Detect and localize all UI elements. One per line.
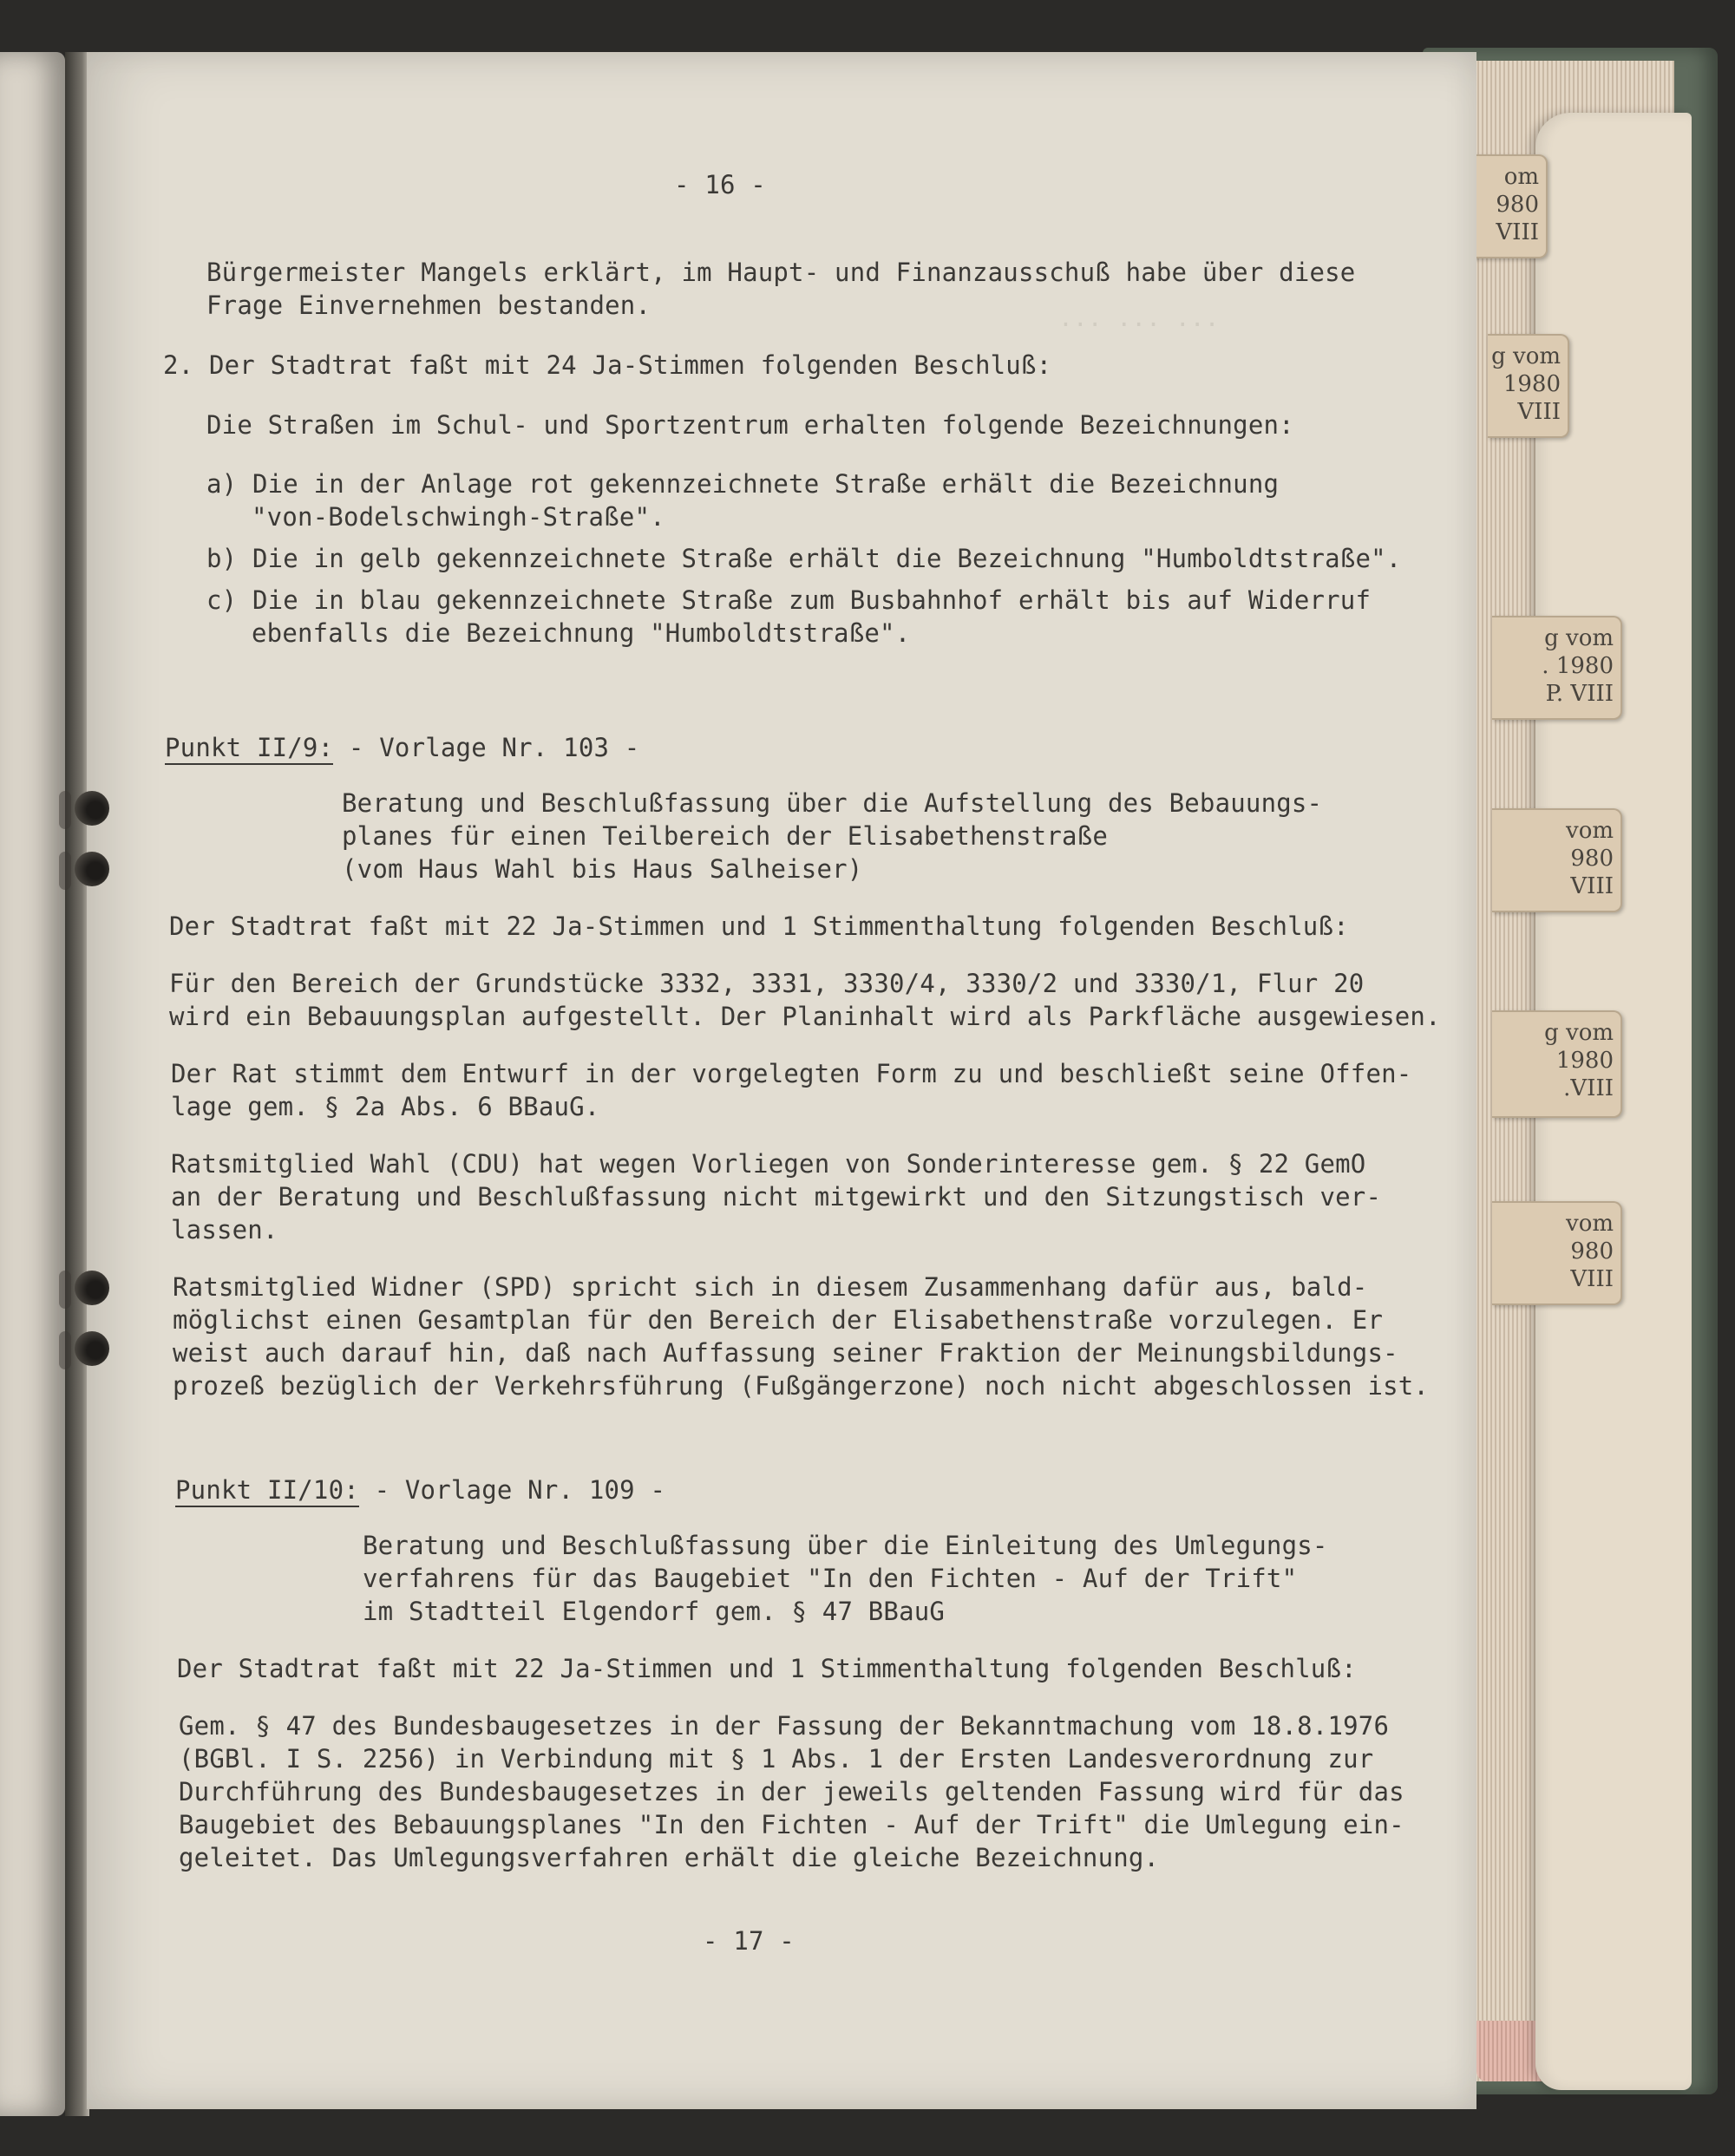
- text-line: Bürgermeister Mangels erklärt, im Haupt- und Finanzausschuß habe über diese: [206, 258, 1356, 287]
- tab-line: 980: [1570, 1238, 1614, 1264]
- index-tab[interactable]: [1492, 1010, 1622, 1118]
- index-tab[interactable]: [1492, 616, 1622, 720]
- text-line: lassen.: [171, 1215, 278, 1245]
- index-tab[interactable]: [1488, 334, 1569, 438]
- resolution-heading: 2. Der Stadtrat faßt mit 24 Ja-Stimmen folgenden Beschluß:: [163, 350, 1052, 380]
- decision-line: Der Stadtrat faßt mit 22 Ja-Stimmen und 1 Stimmenthaltung folgenden Beschluß:: [177, 1654, 1357, 1683]
- text-line: Durchführung des Bundesbaugesetzes in der jeweils geltenden Fassung wird für das: [179, 1777, 1404, 1806]
- list-item-continuation: "von-Bodelschwingh-Straße".: [252, 502, 665, 532]
- text-line: Die Straßen im Schul- und Sportzentrum erhalten folgende Bezeichnungen:: [206, 410, 1294, 440]
- agenda-item-header: [175, 1474, 665, 1506]
- index-tab[interactable]: [1466, 154, 1548, 258]
- agenda-item-header: [165, 732, 639, 763]
- tab-line: 980: [1570, 846, 1614, 872]
- list-item: b) Die in gelb gekennzeichnete Straße erhält die Bezeichnung "Humboldtstraße".: [206, 544, 1402, 573]
- tab-line: . 1980: [1542, 653, 1614, 679]
- punch-hole: [75, 791, 109, 826]
- tab-line: vom: [1566, 1211, 1614, 1237]
- text-line: weist auch darauf hin, daß nach Auffassung seiner Fraktion der Meinungsbildungs-: [173, 1338, 1398, 1368]
- list-item: c) Die in blau gekennzeichnete Straße zum Busbahnhof erhält bis auf Widerruf: [206, 585, 1372, 615]
- subject-line: Beratung und Beschlußfassung über die Aufstellung des Bebauungs-: [342, 788, 1323, 818]
- text-line: Gem. § 47 des Bundesbaugesetzes in der Fassung der Bekanntmachung vom 18.8.1976: [179, 1711, 1390, 1741]
- subject-line: Beratung und Beschlußfassung über die Einleitung des Umlegungs-: [363, 1531, 1328, 1560]
- tab-line: VIII: [1517, 399, 1561, 425]
- text-line: Ratsmitglied Widner (SPD) spricht sich in diesem Zusammenhang dafür aus, bald-: [173, 1272, 1368, 1302]
- index-tab[interactable]: [1492, 1201, 1622, 1305]
- subject-line: planes für einen Teilbereich der Elisabethenstraße: [342, 821, 1108, 851]
- page-number-top: - 16 -: [674, 170, 766, 199]
- text-line: an der Beratung und Beschlußfassung nicht mitgewirkt und den Sitzungstisch ver-: [171, 1182, 1382, 1212]
- book-gutter: [65, 52, 89, 2116]
- tab-line: 980: [1496, 192, 1539, 218]
- tab-line: 1980: [1555, 1048, 1614, 1074]
- document-page: ... ... ... - 16 - Bürgermeister Mangels erklärt, im Haupt- und Finanzausschuß habe über diese Frage Einvernehmen bestanden. 2. Der Stadtrat faßt mit 24 Ja-Stimmen folgenden Beschluß: Die Straßen im Schul- und Sportzentrum erhalten folgende Bezeichnungen: a) Die in der Anlage rot gekennzeichnete Straße erhält die Bezeichnung "von-Bodelschwingh-Straße". b) Die in gelb gekennzeichnete Straße erhält die Bezeichnung "Humboldtstraße". c) Die in blau gekennzeichnete Straße zum Busbahnhof erhält bis auf Widerruf ebenfalls die Bezeichnung "Humboldtstraße". Punkt II/9: - Vorlage Nr. 103 - Beratung und Beschlußfassung über die Aufstellung des Bebauungs- planes für einen Teilbereich der Elisabethenstraße (vom Haus Wahl bis Haus Salheiser) Der Stadtrat faßt mit 22 Ja-Stimmen und 1 Stimmenthaltung folgenden Beschluß: Für den Bereich der Grundstücke 3332, 3331, 3330/4, 3330/2 und 3330/1, Flur 20 wird ein Bebauungsplan aufgestellt. Der Planinhalt wird als Parkfläche ausgewiesen. Der Rat stimmt dem Entwurf in der vorgelegten Form zu und beschließt seine Offen- lage gem. § 2a Abs. 6 BBauG. Ratsmitglied Wahl (CDU) hat wegen Vorliegen von Sonderinteresse gem. § 22 GemO an der Beratung und Beschlußfassung nicht mitgewirkt und den Sitzungstisch ver- lassen. Ratsmitglied Widner (SPD) spricht sich in diesem Zusammenhang dafür aus, bald- möglichst einen Gesamtplan für den Bereich der Elisabethenstraße vorzulegen. Er weist auch darauf hin, daß nach Auffassung seiner Fraktion der Meinungsbildungs- prozeß bezüglich der Verkehrsführung (Fußgängerzone) noch nicht abgeschlossen ist. Punkt II/10: - Vorlage Nr. 109 - Beratung und Beschlußfassung über die Einleitung des Umlegungs- verfahrens für das Baugebiet "In den Fichten - Auf der Trift" im Stadtteil Elgendorf gem. § 47 BBauG Der Stadtrat faßt mit 22 Ja-Stimmen und 1 Stimmenthaltung folgenden Beschluß: Gem. § 47 des Bundesbaugesetzes in der Fassung der Bekanntmachung vom 18.8.1976 (BGBl. I S. 2256) in Verbindung mit § 1 Abs. 1 der Ersten Landesverordnung zur Durchführung des Bundesbaugesetzes in der jeweils geltenden Fassung wird für das Baugebiet des Bebauungsplanes "In den Fichten - Auf der Trift" die Umlegung ein- geleitet. Das Umlegungsverfahren erhält die gleiche Bezeichnung. - 17 -: [87, 52, 1476, 2109]
- text-line: Der Rat stimmt dem Entwurf in der vorgelegten Form zu und beschließt seine Offen-: [171, 1059, 1412, 1088]
- text-line: Baugebiet des Bebauungsplanes "In den Fichten - Auf der Trift" die Umlegung ein-: [179, 1810, 1404, 1839]
- tab-line: P. VIII: [1545, 681, 1614, 707]
- tab-line: VIII: [1496, 219, 1539, 245]
- text-line: Ratsmitglied Wahl (CDU) hat wegen Vorliegen von Sonderinteresse gem. § 22 GemO: [171, 1149, 1366, 1179]
- subject-line: (vom Haus Wahl bis Haus Salheiser): [342, 854, 863, 884]
- tab-line: om: [1503, 164, 1539, 190]
- text-line: lage gem. § 2a Abs. 6 BBauG.: [171, 1092, 600, 1121]
- text-line: Frage Einvernehmen bestanden.: [206, 291, 651, 320]
- decision-line: Der Stadtrat faßt mit 22 Ja-Stimmen und 1 Stimmenthaltung folgenden Beschluß:: [169, 911, 1349, 941]
- tab-line: .VIII: [1563, 1075, 1614, 1101]
- vorlage-number: - Vorlage Nr. 103 -: [333, 733, 640, 762]
- text-line: wird ein Bebauungsplan aufgestellt. Der Planinhalt wird als Parkfläche ausgewiesen.: [169, 1002, 1441, 1031]
- text-line: möglichst einen Gesamtplan für den Bereich der Elisabethenstraße vorzulegen. Er: [173, 1305, 1384, 1335]
- text-line: geleitet. Das Umlegungsverfahren erhält die gleiche Bezeichnung.: [179, 1843, 1160, 1872]
- punch-hole: [75, 852, 109, 886]
- agenda-item-label: Punkt II/9:: [165, 733, 333, 765]
- punch-hole: [75, 1331, 109, 1366]
- tab-line: VIII: [1570, 1266, 1614, 1292]
- subject-line: verfahrens für das Baugebiet "In den Fichten - Auf der Trift": [363, 1564, 1298, 1593]
- agenda-item-label: Punkt II/10:: [175, 1475, 359, 1507]
- tab-line: g vom: [1544, 625, 1614, 651]
- subject-line: im Stadtteil Elgendorf gem. § 47 BBauG: [363, 1597, 946, 1626]
- text-line: prozeß bezüglich der Verkehrsführung (Fußgängerzone) noch nicht abgeschlossen ist.: [173, 1371, 1430, 1401]
- text-line: (BGBl. I S. 2256) in Verbindung mit § 1 Abs. 1 der Ersten Landesverordnung zur: [179, 1744, 1374, 1774]
- index-tab[interactable]: [1492, 808, 1622, 912]
- tab-line: g vom: [1544, 1020, 1614, 1046]
- page-number-bottom: - 17 -: [703, 1926, 795, 1956]
- tab-line: vom: [1566, 818, 1614, 844]
- list-item-continuation: ebenfalls die Bezeichnung "Humboldtstraße".: [252, 618, 911, 648]
- punch-hole: [75, 1271, 109, 1305]
- list-item: a) Die in der Anlage rot gekennzeichnete Straße erhält die Bezeichnung: [206, 469, 1280, 499]
- previous-page-edge: [0, 52, 65, 2116]
- tab-line: g vom: [1491, 343, 1561, 369]
- vorlage-number: - Vorlage Nr. 109 -: [358, 1475, 666, 1505]
- tab-line: VIII: [1570, 873, 1614, 899]
- tab-line: 1980: [1503, 371, 1561, 397]
- text-line: Für den Bereich der Grundstücke 3332, 3331, 3330/4, 3330/2 und 3330/1, Flur 20: [169, 969, 1365, 998]
